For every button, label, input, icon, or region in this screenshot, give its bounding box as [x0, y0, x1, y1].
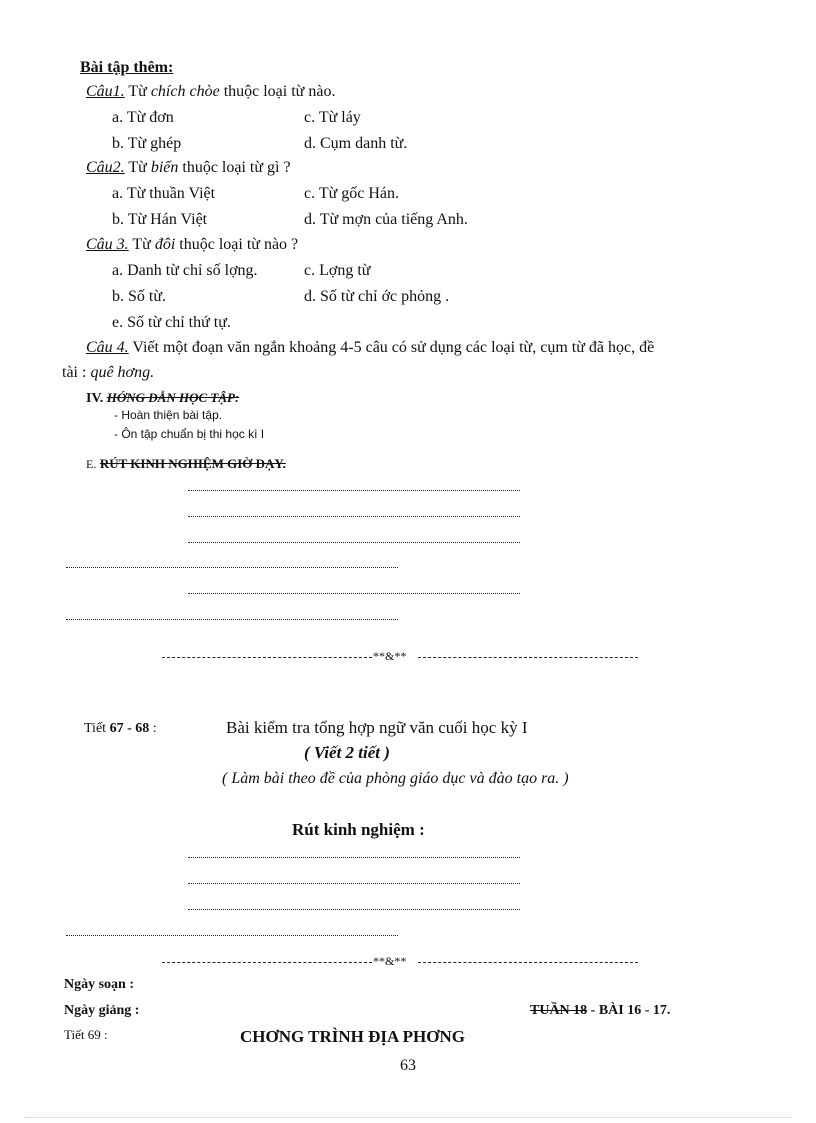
question-4-line2	[62, 363, 154, 383]
separator-dash-left	[162, 657, 372, 658]
q3-option-d: d. Số từ chỉ ớc phỏng .	[304, 288, 450, 305]
question-1-label: Câu1.	[86, 83, 125, 100]
guidance-heading	[86, 389, 239, 408]
guidance-item-2: - Ôn tập chuẩn bị thi học kì I	[114, 427, 265, 441]
week-lesson-label	[530, 1002, 670, 1020]
question-1-pre: Từ	[124, 83, 151, 100]
separator-dash-right	[418, 657, 638, 658]
q2-option-b: b. Từ Hán Việt	[112, 211, 208, 228]
lesson-67-68-label	[84, 720, 157, 738]
question-4-line2-pre: tài :	[62, 364, 91, 381]
page-number: 63	[400, 1057, 416, 1074]
writing-line	[188, 857, 520, 858]
writing-line	[188, 909, 520, 910]
q1-option-b: b. Từ ghép	[112, 135, 182, 152]
question-2-label: Câu2.	[86, 159, 125, 176]
writing-line	[188, 593, 520, 594]
period-69-label: Tiết 69 :	[64, 1027, 108, 1042]
q2-option-c: c. Từ gốc Hán.	[304, 185, 400, 202]
q2-option-d: d. Từ mợn của tiếng Anh.	[304, 211, 468, 228]
lesson-label-post: :	[149, 721, 157, 736]
separator-dash-right	[418, 962, 638, 963]
guidance-numeral: IV.	[86, 391, 104, 406]
week-struck: TUẦN 18	[530, 1003, 588, 1018]
experience-numeral: E.	[86, 457, 97, 471]
q3-option-a: a. Danh từ chỉ số lợng.	[112, 262, 258, 279]
writing-line	[188, 490, 520, 491]
separator-mark: **&**	[373, 954, 407, 968]
guidance-title: HỚNG DẪN HỌC TẬP:	[106, 390, 240, 405]
question-1	[86, 82, 335, 102]
question-3-label: Câu 3.	[86, 236, 129, 253]
writing-line	[188, 542, 520, 543]
question-3-term: đôi	[154, 236, 176, 253]
lesson-label-number: 67 - 68	[109, 721, 150, 736]
guidance-item-1: - Hoàn thiện bài tập.	[114, 408, 223, 422]
question-1-post: thuộc loại từ nào.	[219, 83, 336, 100]
lesson-67-68-note: ( Làm bài theo đề của phòng giáo dục và đào tạo ra. )	[222, 770, 569, 787]
q1-option-a: a. Từ đơn	[112, 109, 174, 126]
prep-date-label: Ngày soạn :	[64, 977, 135, 992]
question-2-post: thuộc loại từ gì ?	[178, 159, 291, 176]
writing-line	[66, 567, 398, 568]
experience-heading	[86, 455, 286, 474]
writing-line	[66, 619, 398, 620]
separator-mark: **&**	[373, 649, 407, 663]
question-2-term: biển	[150, 159, 179, 176]
lesson-label-pre: Tiết	[84, 721, 110, 736]
experience-title: RÚT KINH NGHIỆM GIỜ DẠY.	[99, 456, 286, 471]
writing-line	[188, 516, 520, 517]
local-program-title: CHƠNG TRÌNH ĐỊA PHƠNG	[240, 1027, 465, 1046]
question-3-pre: Từ	[128, 236, 155, 253]
question-3-post: thuộc loại từ nào ?	[175, 236, 299, 253]
lesson-67-68-title: Bài kiểm tra tổng hợp ngữ văn cuối học kỳ I	[226, 718, 528, 737]
question-4	[86, 338, 654, 358]
week-rest: - BÀI 16 - 17.	[587, 1003, 671, 1018]
question-2	[86, 158, 291, 178]
q3-option-e: e. Số từ chỉ thứ tự.	[112, 314, 231, 331]
question-4-label: Câu 4.	[86, 339, 129, 356]
q1-option-d: d. Cụm danh từ.	[304, 135, 408, 152]
experience-2-title: Rút kinh nghiệm :	[292, 820, 425, 839]
question-2-pre: Từ	[124, 159, 151, 176]
writing-line	[66, 935, 398, 936]
separator-dash-left	[162, 962, 372, 963]
question-3	[86, 235, 298, 255]
section-heading-extra-exercises: Bài tập thêm:	[80, 59, 174, 76]
page-frame-line	[24, 1117, 792, 1118]
question-4-topic: quê hơng.	[90, 364, 155, 381]
teach-date-label: Ngày giảng :	[64, 1003, 140, 1018]
question-4-text: Viết một đoạn văn ngắn khoảng 4-5 câu có sử dụng các loại từ, cụm từ đã học, đề	[128, 339, 655, 356]
q1-option-c: c. Từ láy	[304, 109, 361, 126]
q3-option-b: b. Số từ.	[112, 288, 167, 305]
q2-option-a: a. Từ thuần Việt	[112, 185, 216, 202]
lesson-67-68-subtitle: ( Viết 2 tiết )	[304, 743, 390, 762]
q3-option-c: c. Lợng từ	[304, 262, 371, 279]
question-1-term: chích chòe	[150, 83, 220, 100]
writing-line	[188, 883, 520, 884]
